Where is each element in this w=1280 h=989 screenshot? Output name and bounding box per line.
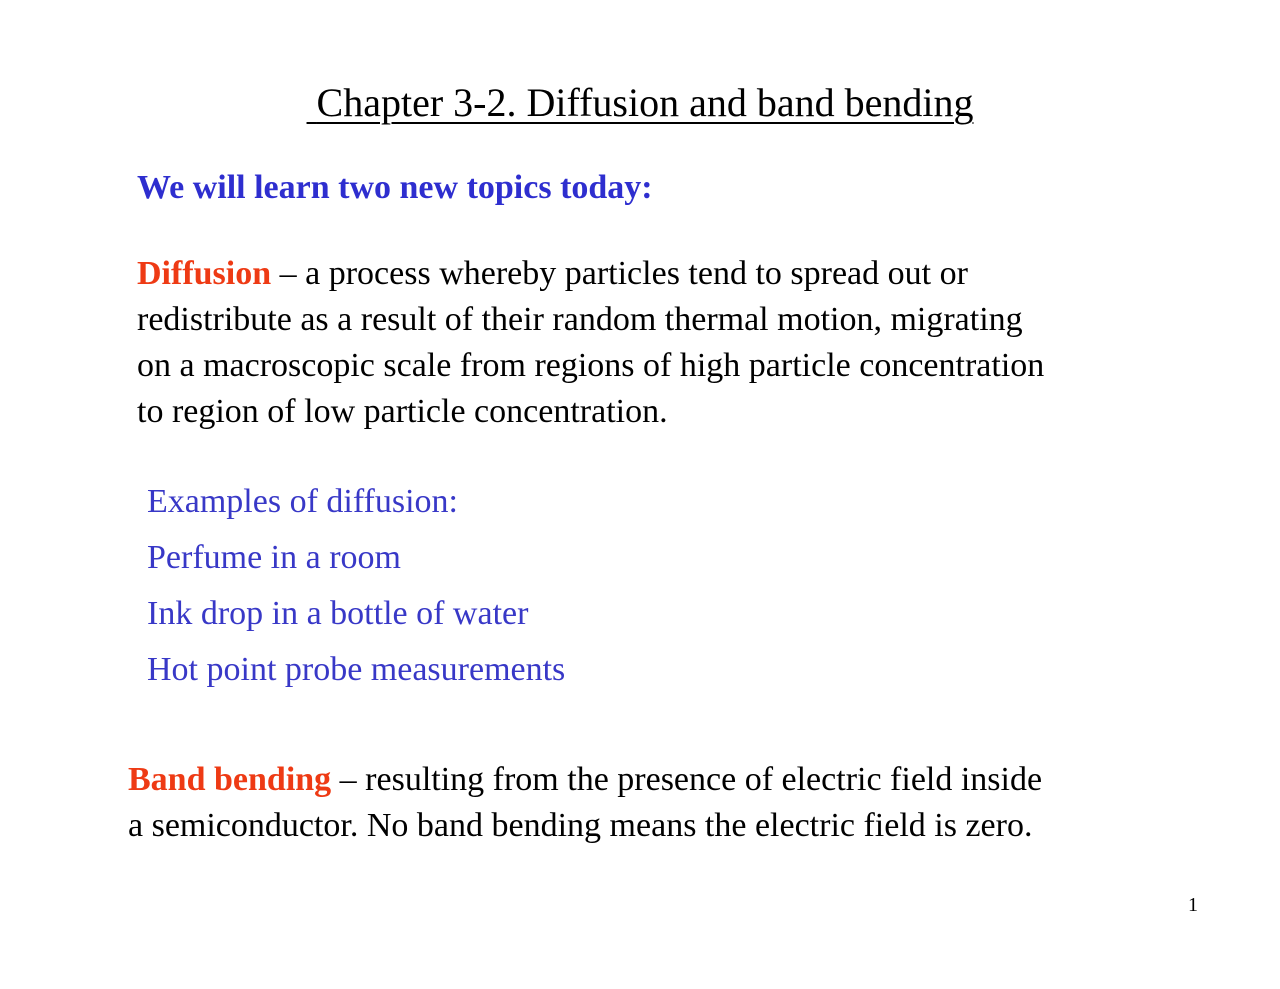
- example-item-hot-point-probe: Hot point probe measurements: [147, 651, 566, 688]
- examples-heading: Examples of diffusion:: [147, 483, 458, 520]
- band-bending-term: Band bending: [128, 761, 332, 798]
- diffusion-line-3: on a macroscopic scale from regions of high particle concentration: [137, 347, 1045, 384]
- band-bending-text-1: – resulting from the presence of electric field inside: [331, 761, 1043, 798]
- diffusion-definition: [137, 251, 1044, 435]
- example-item-perfume: Perfume in a room: [147, 539, 401, 576]
- band-bending-line-1: [128, 757, 1042, 803]
- band-bending-line-2: a semiconductor. No band bending means the electric field is zero.: [128, 807, 1033, 844]
- band-bending-definition: [128, 757, 1042, 849]
- page-number: 1: [1188, 894, 1198, 916]
- intro-heading: We will learn two new topics today:: [137, 169, 653, 206]
- diffusion-text-1: – a process whereby particles tend to spread out or: [271, 255, 968, 292]
- diffusion-line-2: redistribute as a result of their random thermal motion, migrating: [137, 301, 1023, 338]
- diffusion-line-4: to region of low particle concentration.: [137, 393, 668, 430]
- example-item-ink-drop: Ink drop in a bottle of water: [147, 595, 529, 632]
- diffusion-line-1: [137, 251, 1044, 297]
- diffusion-term: Diffusion: [137, 255, 272, 292]
- examples-list: [147, 474, 565, 698]
- slide-title: Chapter 3-2. Diffusion and band bending: [316, 80, 974, 125]
